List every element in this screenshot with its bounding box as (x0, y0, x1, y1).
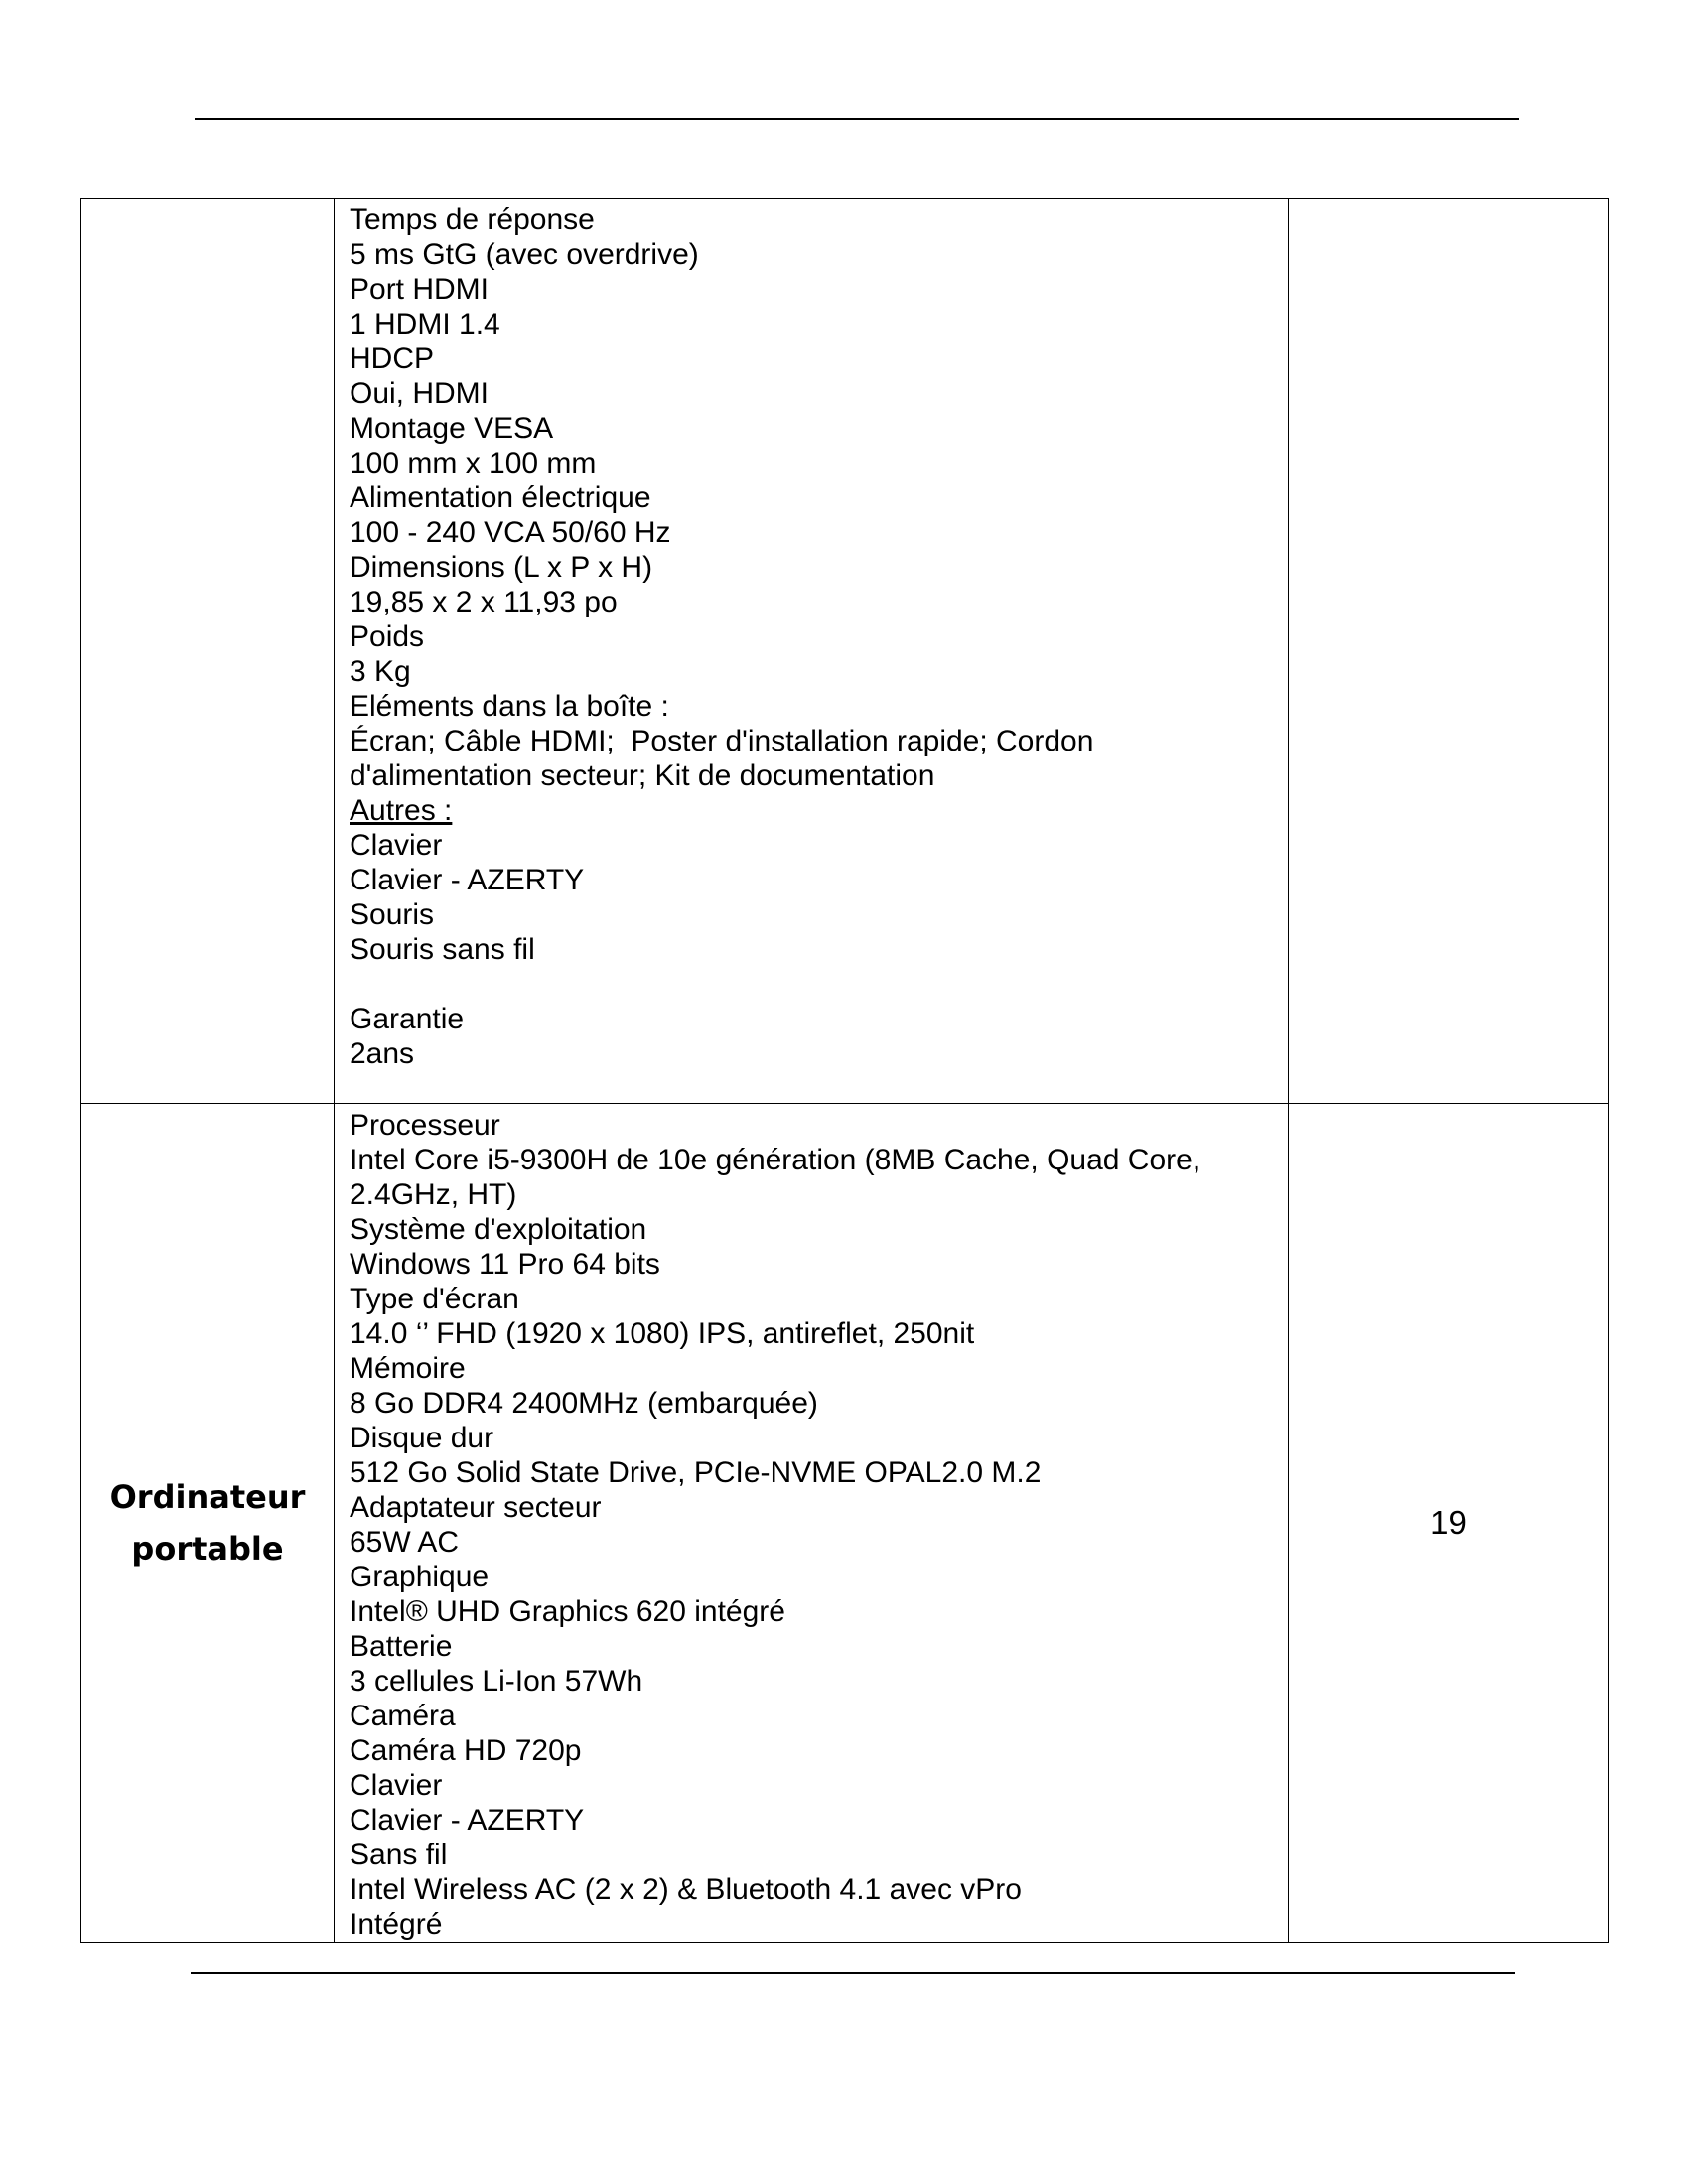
spec-line: Poids (350, 620, 425, 653)
spec-line: HDCP (350, 342, 435, 375)
table-row (81, 1104, 1609, 1943)
spec-line: Clavier (350, 829, 443, 862)
spec-line: Montage VESA (350, 412, 554, 445)
spec-line: Clavier - AZERTY (350, 1804, 585, 1837)
spec-line: Dimensions (L x P x H) (350, 551, 653, 584)
spec-line: 14.0 ‘’ FHD (1920 x 1080) IPS, antireflet, 250nit (350, 1317, 975, 1350)
quantity-value: 19 (1430, 1504, 1467, 1541)
spec-line: Disque dur (350, 1422, 494, 1454)
item-cell (81, 199, 335, 1104)
spec-line: Oui, HDMI (350, 377, 490, 410)
spec-line: Système d'exploitation (350, 1213, 647, 1246)
spec-line: Écran; Câble HDMI; Poster d'installation rapide; Cordon (350, 725, 1094, 757)
quantity-cell (1289, 199, 1609, 1104)
spec-line: d'alimentation secteur; Kit de documentation (350, 759, 935, 792)
spec-cell (335, 1104, 1289, 1943)
spec-line: 19,85 x 2 x 11,93 po (350, 586, 618, 618)
spec-line: 100 - 240 VCA 50/60 Hz (350, 516, 671, 549)
header-rule (195, 118, 1519, 120)
table-row (81, 199, 1609, 1104)
spec-line: Processeur (350, 1109, 500, 1142)
spec-line: Intel® UHD Graphics 620 intégré (350, 1595, 785, 1628)
spec-line: Autres : (350, 794, 453, 827)
spec-line: 3 cellules Li-Ion 57Wh (350, 1665, 643, 1698)
spec-line: Souris (350, 898, 435, 931)
spec-line: 65W AC (350, 1526, 460, 1559)
spec-line: Intel Core i5-9300H de 10e génération (8MB Cache, Quad Core, (350, 1144, 1201, 1176)
spec-line: Garantie (350, 1003, 465, 1035)
spec-line: Batterie (350, 1630, 453, 1663)
spec-line: Clavier (350, 1769, 443, 1802)
spec-line: Windows 11 Pro 64 bits (350, 1248, 660, 1281)
spec-table (80, 198, 1609, 1943)
item-name: Ordinateur portable (109, 1478, 306, 1568)
spec-line: Mémoire (350, 1352, 466, 1385)
spec-cell (335, 199, 1289, 1104)
item-cell (81, 1104, 335, 1943)
spec-line: Caméra (350, 1700, 456, 1732)
spec-line: Port HDMI (350, 273, 490, 306)
spec-line: Sans fil (350, 1839, 448, 1871)
spec-line: 8 Go DDR4 2400MHz (embarquée) (350, 1387, 818, 1420)
spec-line: 3 Kg (350, 655, 411, 688)
footer-rule (191, 1972, 1515, 1974)
spec-line: Intégré (350, 1908, 443, 1941)
spec-line: Intel Wireless AC (2 x 2) & Bluetooth 4.1 avec vPro (350, 1873, 1022, 1906)
spec-line: Caméra HD 720p (350, 1734, 582, 1767)
spec-line: Alimentation électrique (350, 481, 651, 514)
spec-blank-line (350, 967, 1274, 1002)
spec-line: Type d'écran (350, 1283, 519, 1315)
spec-line: 2.4GHz, HT) (350, 1178, 517, 1211)
quantity-cell (1289, 1104, 1609, 1943)
spec-line: Clavier - AZERTY (350, 864, 585, 896)
spec-list (335, 199, 1288, 1071)
spec-line: Temps de réponse (350, 204, 595, 236)
spec-line: Eléments dans la boîte : (350, 690, 669, 723)
spec-line: Adaptateur secteur (350, 1491, 602, 1524)
spec-line: 512 Go Solid State Drive, PCIe-NVME OPAL2.0 M.2 (350, 1456, 1042, 1489)
spec-line: Graphique (350, 1561, 490, 1593)
spec-line: 2ans (350, 1037, 415, 1070)
spec-line: 1 HDMI 1.4 (350, 308, 500, 341)
spec-line: 100 mm x 100 mm (350, 447, 597, 479)
spec-line: Souris sans fil (350, 933, 535, 966)
spec-line: 5 ms GtG (avec overdrive) (350, 238, 699, 271)
spec-list (335, 1104, 1288, 1942)
